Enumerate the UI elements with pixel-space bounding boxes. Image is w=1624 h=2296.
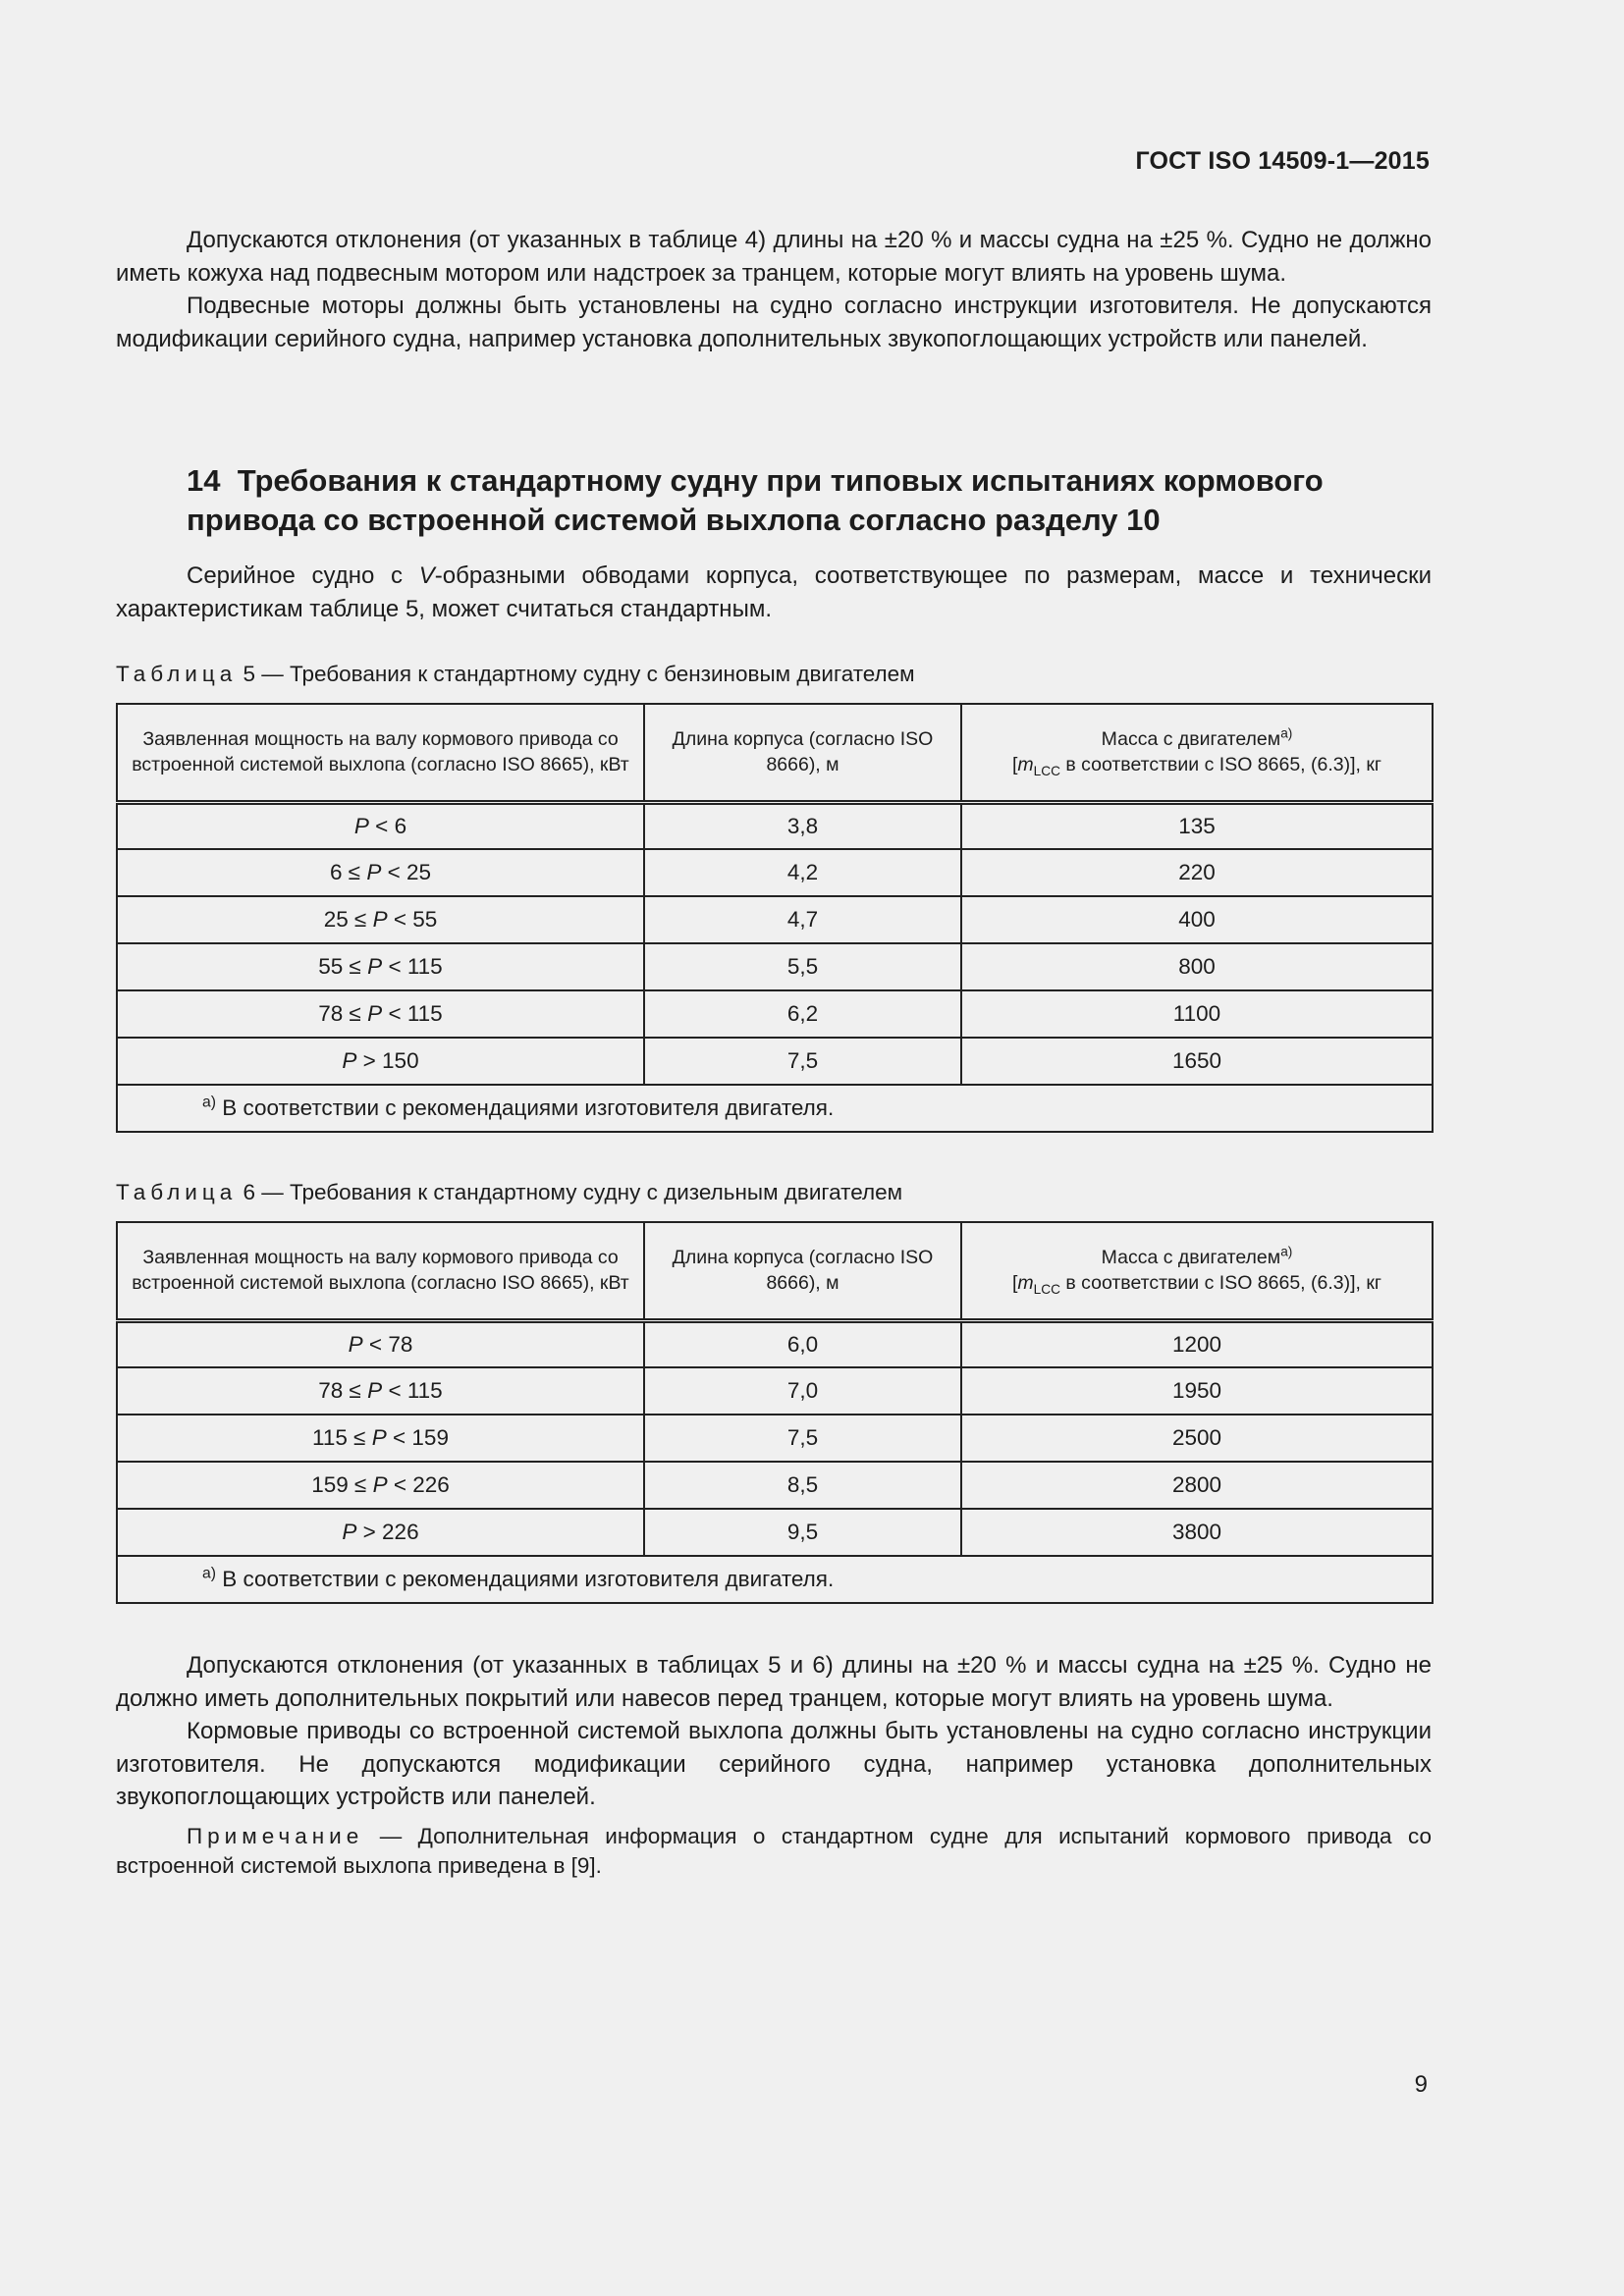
footnote-text: В соответствии с рекомендациями изготовителя двигателя. (216, 1095, 835, 1120)
power-cell (117, 1320, 644, 1367)
length-cell: 7,0 (644, 1367, 961, 1415)
text-run: [ (1011, 754, 1018, 776)
text-run: < 55 (387, 907, 438, 932)
power-cell (117, 943, 644, 990)
section-number: 14 (187, 463, 221, 498)
length-cell: 7,5 (644, 1038, 961, 1085)
text-run: < 115 (382, 954, 443, 979)
col-mass-header (961, 704, 1433, 802)
text-run-italic: P (372, 907, 388, 932)
power-cell (117, 896, 644, 943)
note-paragraph (116, 1822, 1432, 1881)
table-row (117, 1415, 1433, 1462)
text-run: < 25 (381, 860, 432, 884)
intro-text (116, 224, 1432, 355)
text-run: в соответствии с ISO 8665, (6.3)], кг (1059, 754, 1381, 776)
note-label: Примечание (187, 1823, 364, 1848)
table-row (117, 990, 1433, 1038)
text-run-italic: P (366, 860, 382, 884)
mass-cell: 1950 (961, 1367, 1433, 1415)
table-footnote-row (117, 1085, 1433, 1132)
length-cell: 8,5 (644, 1462, 961, 1509)
text-run: [ (1011, 1272, 1018, 1295)
power-cell (117, 990, 644, 1038)
table-row (117, 1462, 1433, 1509)
mass-cell: 1200 (961, 1320, 1433, 1367)
table5-caption (116, 660, 1432, 689)
power-cell (117, 1367, 644, 1415)
mass-cell: 135 (961, 802, 1433, 849)
section-title-line1: Требования к стандартному судну при типовых испытаниях кормового (237, 463, 1324, 498)
length-cell: 5,5 (644, 943, 961, 990)
text-run: > 150 (356, 1048, 419, 1073)
length-cell: 4,2 (644, 849, 961, 896)
table-header-row (117, 704, 1433, 802)
table-header-row (117, 1222, 1433, 1320)
text-run-italic: V (418, 562, 435, 589)
col-length-header: Длина корпуса (согласно ISO 8666), м (644, 704, 961, 802)
text-run: -образными обводами корпуса, соответствующее по размерам, массе и технически характеристикам таблице 5, может считаться стандартным. (116, 562, 1432, 622)
table5-block (116, 660, 1432, 1133)
length-cell: 3,8 (644, 802, 961, 849)
table-row (117, 849, 1433, 896)
table-footnote (117, 1556, 1433, 1603)
mass-cell: 800 (961, 943, 1433, 990)
text-run: < 78 (362, 1331, 413, 1357)
paragraph: Подвесные моторы должны быть установлены на судно согласно инструкции изготовителя. Не допускаются модификации серийного судна, например установка дополнительных звукопоглощающих устройств или панелей. (116, 293, 1432, 352)
text-run: > 226 (356, 1520, 419, 1544)
mass-cell: 1100 (961, 990, 1433, 1038)
table-row (117, 802, 1433, 849)
text-run: Масса с двигателем (1101, 728, 1281, 751)
paragraph: Кормовые приводы со встроенной системой выхлопа должны быть установлены на судно согласно инструкции изготовителя. Не допускаются модификации серийного судна, например установка дополнительных звукопоглощающих устройств или панелей. (116, 1718, 1432, 1810)
power-cell (117, 1038, 644, 1085)
col-power-header: Заявленная мощность на валу кормового привода со встроенной системой выхлопа (согласно ISO 8665), кВт (117, 704, 644, 802)
mass-cell: 3800 (961, 1509, 1433, 1556)
standard-designation: ГОСТ ISO 14509-1—2015 (1135, 147, 1430, 175)
section-14 (116, 461, 1432, 625)
col-length-header: Длина корпуса (согласно ISO 8666), м (644, 1222, 961, 1320)
table6 (116, 1221, 1434, 1604)
table-row (117, 1509, 1433, 1556)
caption-text: 5 — Требования к стандартному судну с бензиновым двигателем (243, 662, 915, 686)
text-run-italic: P (372, 1472, 388, 1497)
table-row (117, 943, 1433, 990)
text-run-italic: P (342, 1048, 357, 1073)
closing-text (116, 1649, 1432, 1881)
footnote-text: В соответствии с рекомендациями изготовителя двигателя. (216, 1567, 835, 1591)
text-run: 115 ≤ (312, 1425, 372, 1450)
caption-label: Таблица (116, 1180, 238, 1204)
paragraph: Допускаются отклонения (от указанных в таблице 4) длины на ±20 % и массы судна на ±25 %. Судно не должно иметь кожуха над подвесным мотором или надстроек за транцем, которые могут влиять на уровень шума. (116, 227, 1432, 287)
section-title-line2: привода со встроенной системой выхлопа согласно разделу 10 (187, 503, 1161, 537)
length-cell: 9,5 (644, 1509, 961, 1556)
text-run: 25 ≤ (323, 907, 373, 932)
length-cell: 6,2 (644, 990, 961, 1038)
footnote-ref: a) (1280, 725, 1293, 741)
table-footnote (117, 1085, 1433, 1132)
power-cell (117, 802, 644, 849)
text-run-italic: P (342, 1520, 357, 1544)
paragraph: Допускаются отклонения (от указанных в таблицах 5 и 6) длины на ±20 % и массы судна на ±25 %. Судно не должно иметь дополнительных покрытий или навесов перед транцем, которые могут влиять на уровень шума. (116, 1652, 1432, 1712)
text-run: < 226 (387, 1472, 450, 1497)
subscript: LCC (1033, 764, 1060, 779)
subscript: LCC (1033, 1282, 1060, 1298)
note-text: — Дополнительная информация о стандартном судне для испытаний кормового привода со встроенной системой выхлопа приведена в [9]. (116, 1823, 1432, 1878)
power-cell (117, 1415, 644, 1462)
text-run-italic: P (367, 954, 383, 979)
section-paragraph (116, 560, 1432, 625)
mass-cell: 2500 (961, 1415, 1433, 1462)
text-run-italic: P (371, 1425, 387, 1450)
text-run: 55 ≤ (318, 954, 368, 979)
footnote-ref: a) (1280, 1244, 1293, 1259)
text-run: 78 ≤ (318, 1378, 368, 1403)
table-row (117, 1038, 1433, 1085)
text-run: 78 ≤ (318, 1001, 368, 1026)
power-cell (117, 849, 644, 896)
mass-cell: 400 (961, 896, 1433, 943)
table-footnote-row (117, 1556, 1433, 1603)
footnote-mark: a) (202, 1565, 217, 1582)
power-cell (117, 1509, 644, 1556)
power-cell (117, 1462, 644, 1509)
table5 (116, 703, 1434, 1133)
mass-cell: 2800 (961, 1462, 1433, 1509)
text-run: Серийное судно с (187, 562, 419, 589)
text-run: 6 ≤ (329, 860, 367, 884)
text-run: Масса с двигателем (1101, 1247, 1281, 1269)
text-run: 159 ≤ (311, 1472, 373, 1497)
col-mass-header (961, 1222, 1433, 1320)
mass-cell: 1650 (961, 1038, 1433, 1085)
text-run-italic: P (348, 1331, 363, 1357)
length-cell: 7,5 (644, 1415, 961, 1462)
length-cell: 4,7 (644, 896, 961, 943)
col-power-header: Заявленная мощность на валу кормового привода со встроенной системой выхлопа (согласно ISO 8665), кВт (117, 1222, 644, 1320)
table-row (117, 1320, 1433, 1367)
text-run: < 159 (386, 1425, 449, 1450)
table6-caption (116, 1178, 1432, 1207)
page-number: 9 (1414, 2071, 1428, 2098)
text-run: < 6 (368, 813, 407, 838)
text-run-italic: m (1017, 754, 1034, 776)
length-cell: 6,0 (644, 1320, 961, 1367)
text-run: в соответствии с ISO 8665, (6.3)], кг (1059, 1272, 1381, 1295)
text-run-italic: m (1017, 1272, 1034, 1295)
section-heading (116, 461, 1432, 540)
table6-block (116, 1178, 1432, 1604)
text-run-italic: P (367, 1001, 383, 1026)
caption-text: 6 — Требования к стандартному судну с дизельным двигателем (243, 1180, 903, 1204)
mass-cell: 220 (961, 849, 1433, 896)
text-run: < 115 (382, 1378, 443, 1403)
text-run: < 115 (382, 1001, 443, 1026)
caption-label: Таблица (116, 662, 238, 686)
table-row (117, 1367, 1433, 1415)
text-run-italic: P (353, 813, 369, 838)
footnote-mark: a) (202, 1094, 217, 1111)
table-row (117, 896, 1433, 943)
text-run-italic: P (367, 1378, 383, 1403)
